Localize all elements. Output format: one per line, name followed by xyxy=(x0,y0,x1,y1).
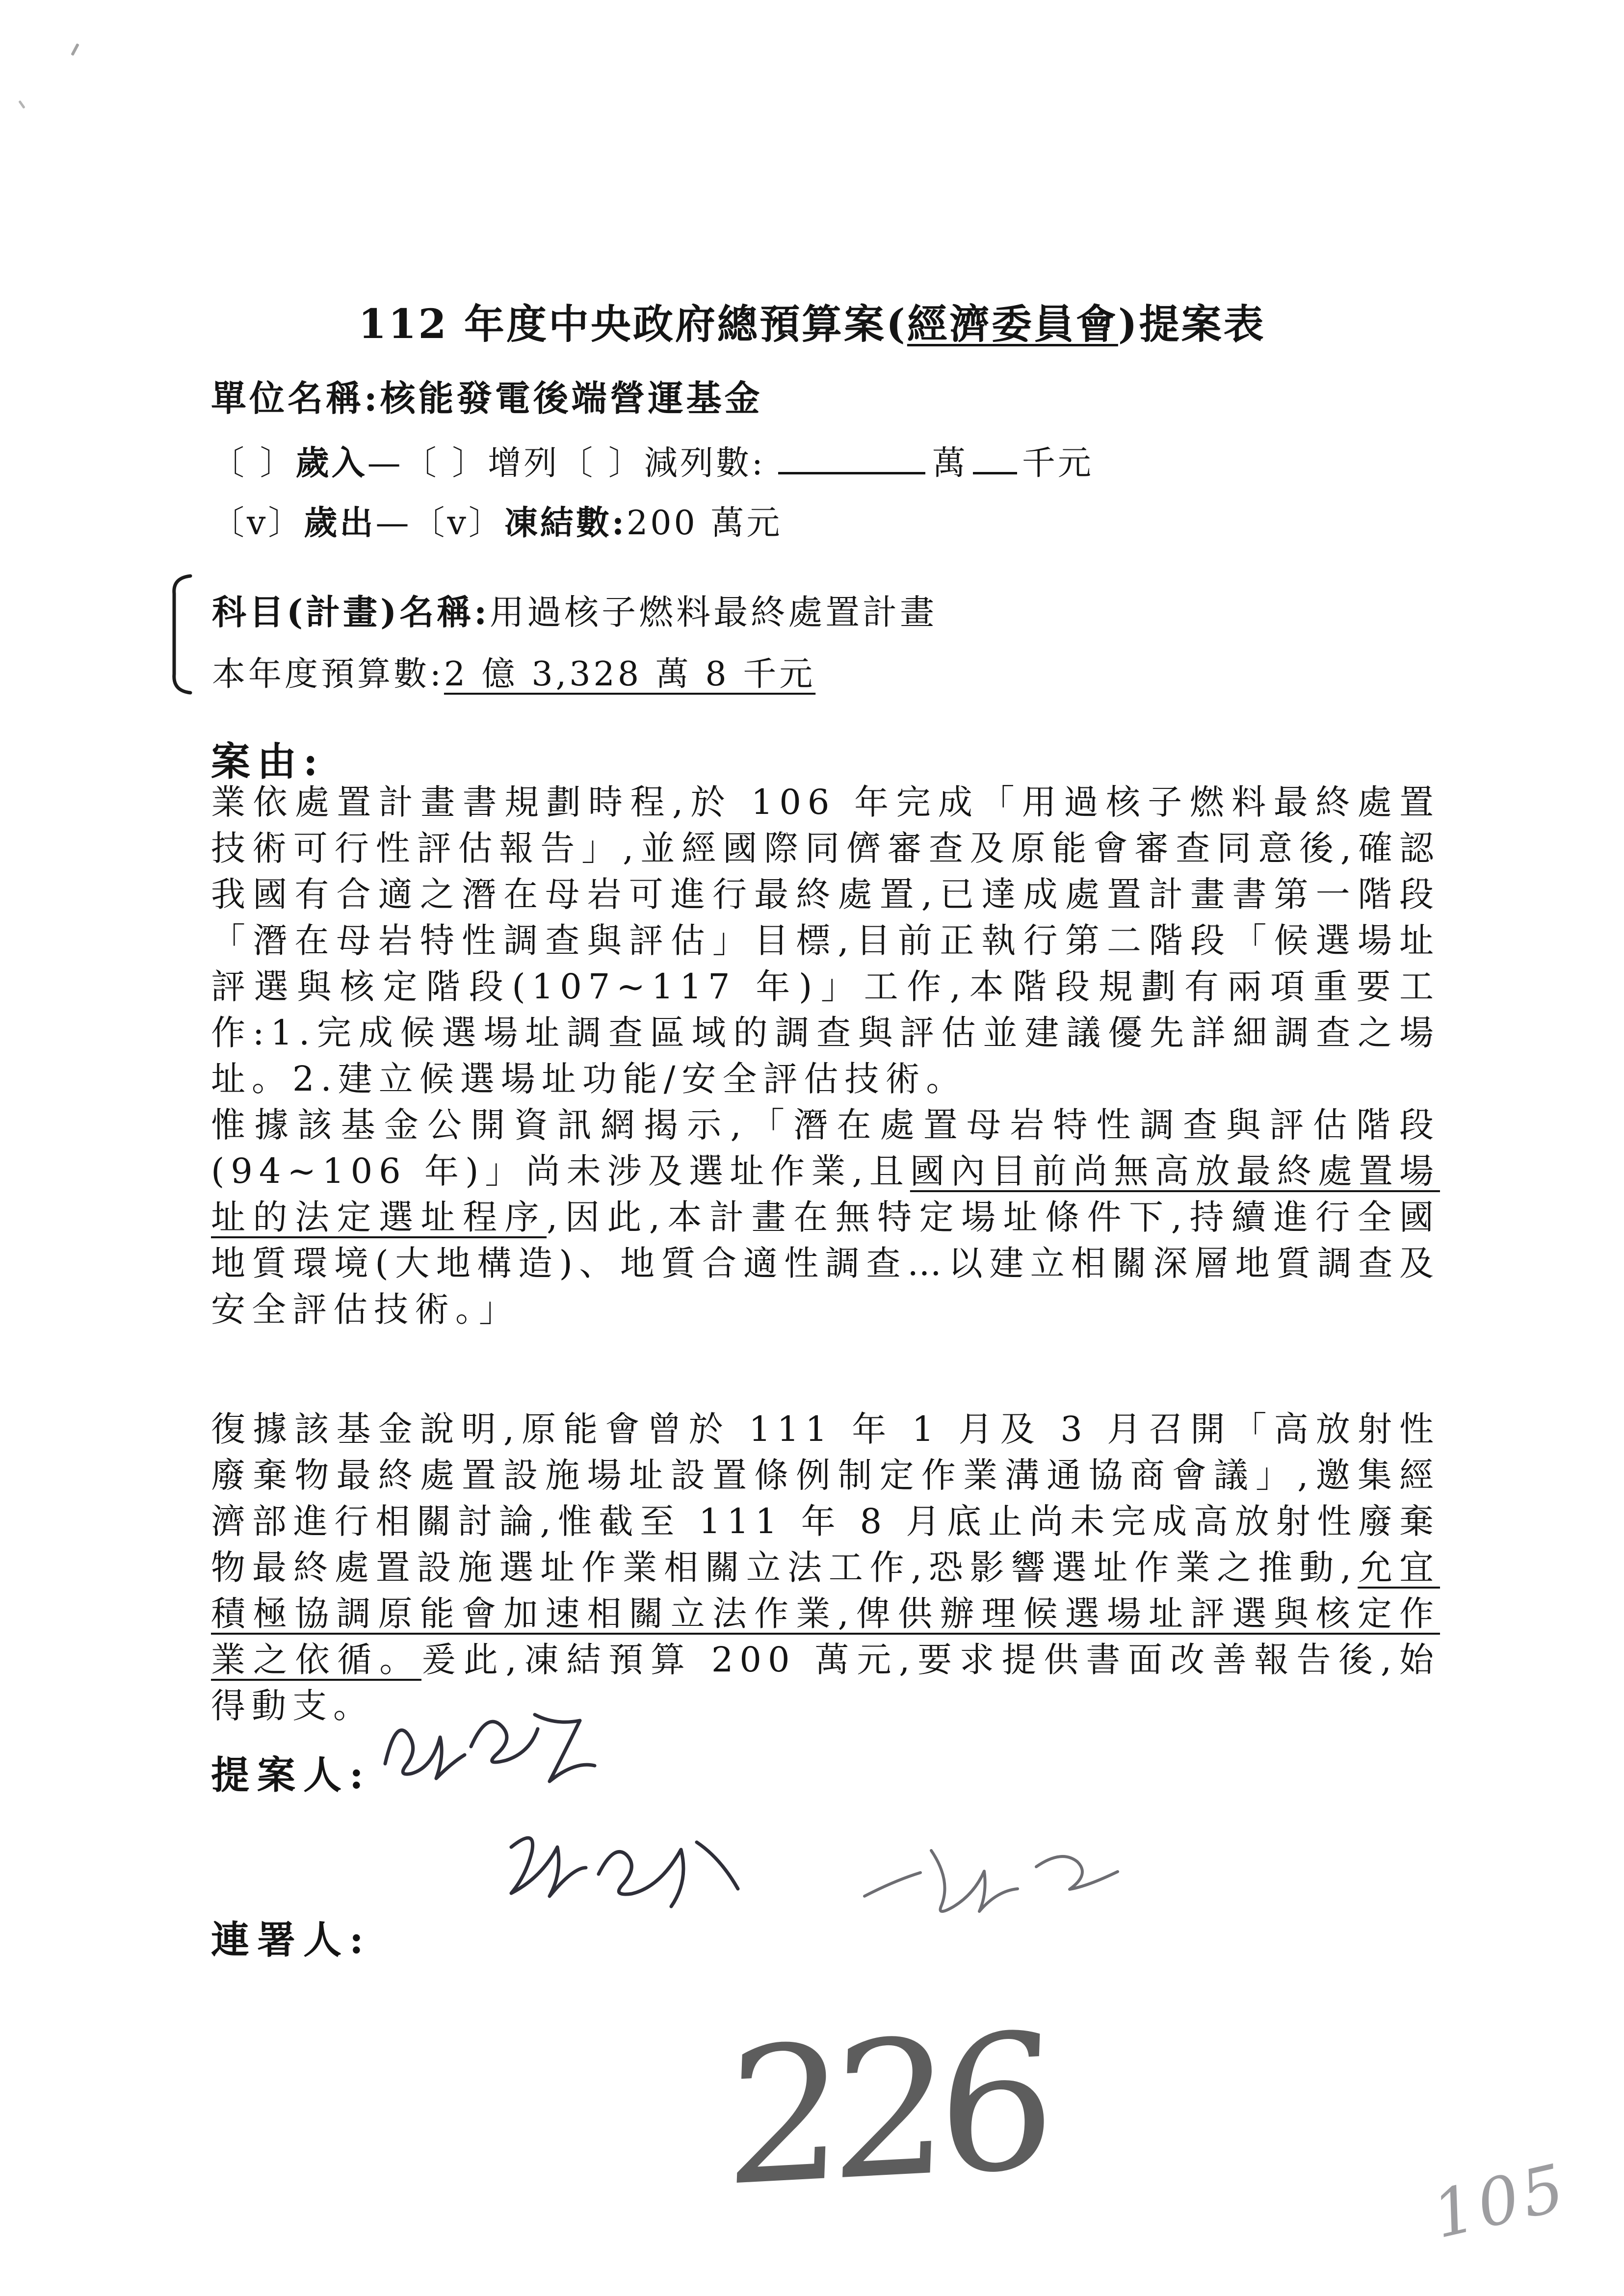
frozen-amount-value: 200 萬元 xyxy=(626,504,783,543)
paragraph-3-underlined: 允宜積極協調原能會加速相關立法作業,俾供辦理候選場址評選與核定作業之依循。 xyxy=(211,1547,1440,1680)
handwritten-corner-number: 105 xyxy=(1426,2149,1575,2254)
revenue-label: 歲入 xyxy=(295,444,367,483)
frozen-amount-label: 凍結數: xyxy=(504,503,627,543)
case-paragraph-3 xyxy=(211,1406,1440,1729)
dash: — xyxy=(367,444,403,483)
unit-name-value: 核能發電後端營運基金 xyxy=(380,377,763,419)
dash: — xyxy=(375,504,412,543)
title-prefix: 112 年度中央政府總預算案( xyxy=(358,301,907,348)
title-committee-underlined: 經濟委員會 xyxy=(907,301,1118,348)
case-paragraph-1: 業依處置計畫書規劃時程,於 106 年完成「用過核子燃料最終處置技術可行性評估報告」,並經國際同儕審查及原能會審查同意後,確認我國有合適之潛在母岩可進行最終處置,已達成處置計畫書第一階段「潛在母岩特性調查與評估」目標,目前正執行第二階段「候選場址評選與核定階段(107~117 年)」工作,本階段規劃有兩項重要工作:1.完成候選場址調查區域的調查與評估並建議優先詳細調查之場址。2.建立候選場址功能/安全評估技術。 xyxy=(211,782,1440,1099)
revenue-checkbox: 〔 〕 xyxy=(211,444,296,483)
proposer-label: 提案人: xyxy=(211,1753,371,1798)
subject-row xyxy=(212,585,937,634)
paragraph-3-text: 爰此,凍結預算 200 萬元,要求提供書面改善報告後,始得動支。 xyxy=(211,1640,1440,1726)
left-bracket xyxy=(168,572,192,696)
paragraph-2-underlined: 國內目前尚無高放最終處置場址的法定選址程序 xyxy=(211,1151,1440,1237)
handwritten-page-number: 226 xyxy=(722,1993,1048,2228)
decrease-label: 減列數: xyxy=(644,444,765,483)
increase-label: 增列 xyxy=(488,444,560,483)
cosigner-signature-2 xyxy=(844,1815,1148,1928)
paragraph-3-text: 復據該基金說明,原能會曾於 111 年 1 月及 3 月召開「高放射性廢棄物最終處置設施場址設置條例制定作業溝通協商會議」,邀集經濟部進行相關討論,惟截至 111 年 8 月底止尚未完成高放射性廢棄物最終處置設施選址作業相關立法工作,恐影響選址作業之推動, xyxy=(211,1409,1440,1588)
paragraph-2-text: ,因此,本計畫在無特定場址條件下,持續進行全國地質環境(大地構造)、地質合適性調查…以建立相關深層地質調查及安全評估技術。」 xyxy=(211,1197,1440,1330)
decrease-checkbox: 〔 〕 xyxy=(559,444,644,483)
cosigner-signature-1 xyxy=(481,1800,765,1938)
subject-value: 用過核子燃料最終處置計畫 xyxy=(490,592,938,632)
unit-name-label: 單位名稱: xyxy=(211,377,380,419)
increase-checkbox: 〔 〕 xyxy=(403,444,488,483)
amount-blank-qian xyxy=(973,446,1017,474)
case-heading: 案由: xyxy=(211,738,325,784)
expenditure-label: 歲出 xyxy=(304,503,376,543)
frozen-checkbox-checked: 〔v〕 xyxy=(411,504,504,543)
revenue-row xyxy=(211,437,1094,484)
scan-speck xyxy=(71,43,79,56)
proposer-signature xyxy=(363,1683,628,1820)
unit-wan: 萬 xyxy=(932,444,968,483)
amount-blank-wan xyxy=(778,446,925,474)
budget-value-underlined: 2 億 3,328 萬 8 千元 xyxy=(444,655,816,694)
case-paragraph-2 xyxy=(211,1102,1440,1332)
unit-name-line xyxy=(211,370,763,421)
scan-speck xyxy=(18,100,25,109)
budget-label: 本年度預算數: xyxy=(212,655,444,694)
unit-qianyuan: 千元 xyxy=(1022,444,1094,483)
case-body xyxy=(211,779,1440,1729)
paragraph-2-text: 惟據該基金公開資訊網揭示,「潛在處置母岩特性調查與評估階段(94~106 年)」尚未涉及選址作業,且 xyxy=(211,1105,1440,1191)
subject-label: 科目(計畫)名稱: xyxy=(212,592,490,632)
cosigner-label: 連署人: xyxy=(211,1918,371,1962)
expenditure-checkbox-checked: 〔v〕 xyxy=(211,504,304,543)
budget-row xyxy=(212,648,815,695)
expenditure-row xyxy=(211,496,782,544)
page-title xyxy=(0,292,1624,350)
title-suffix: )提案表 xyxy=(1118,301,1266,348)
